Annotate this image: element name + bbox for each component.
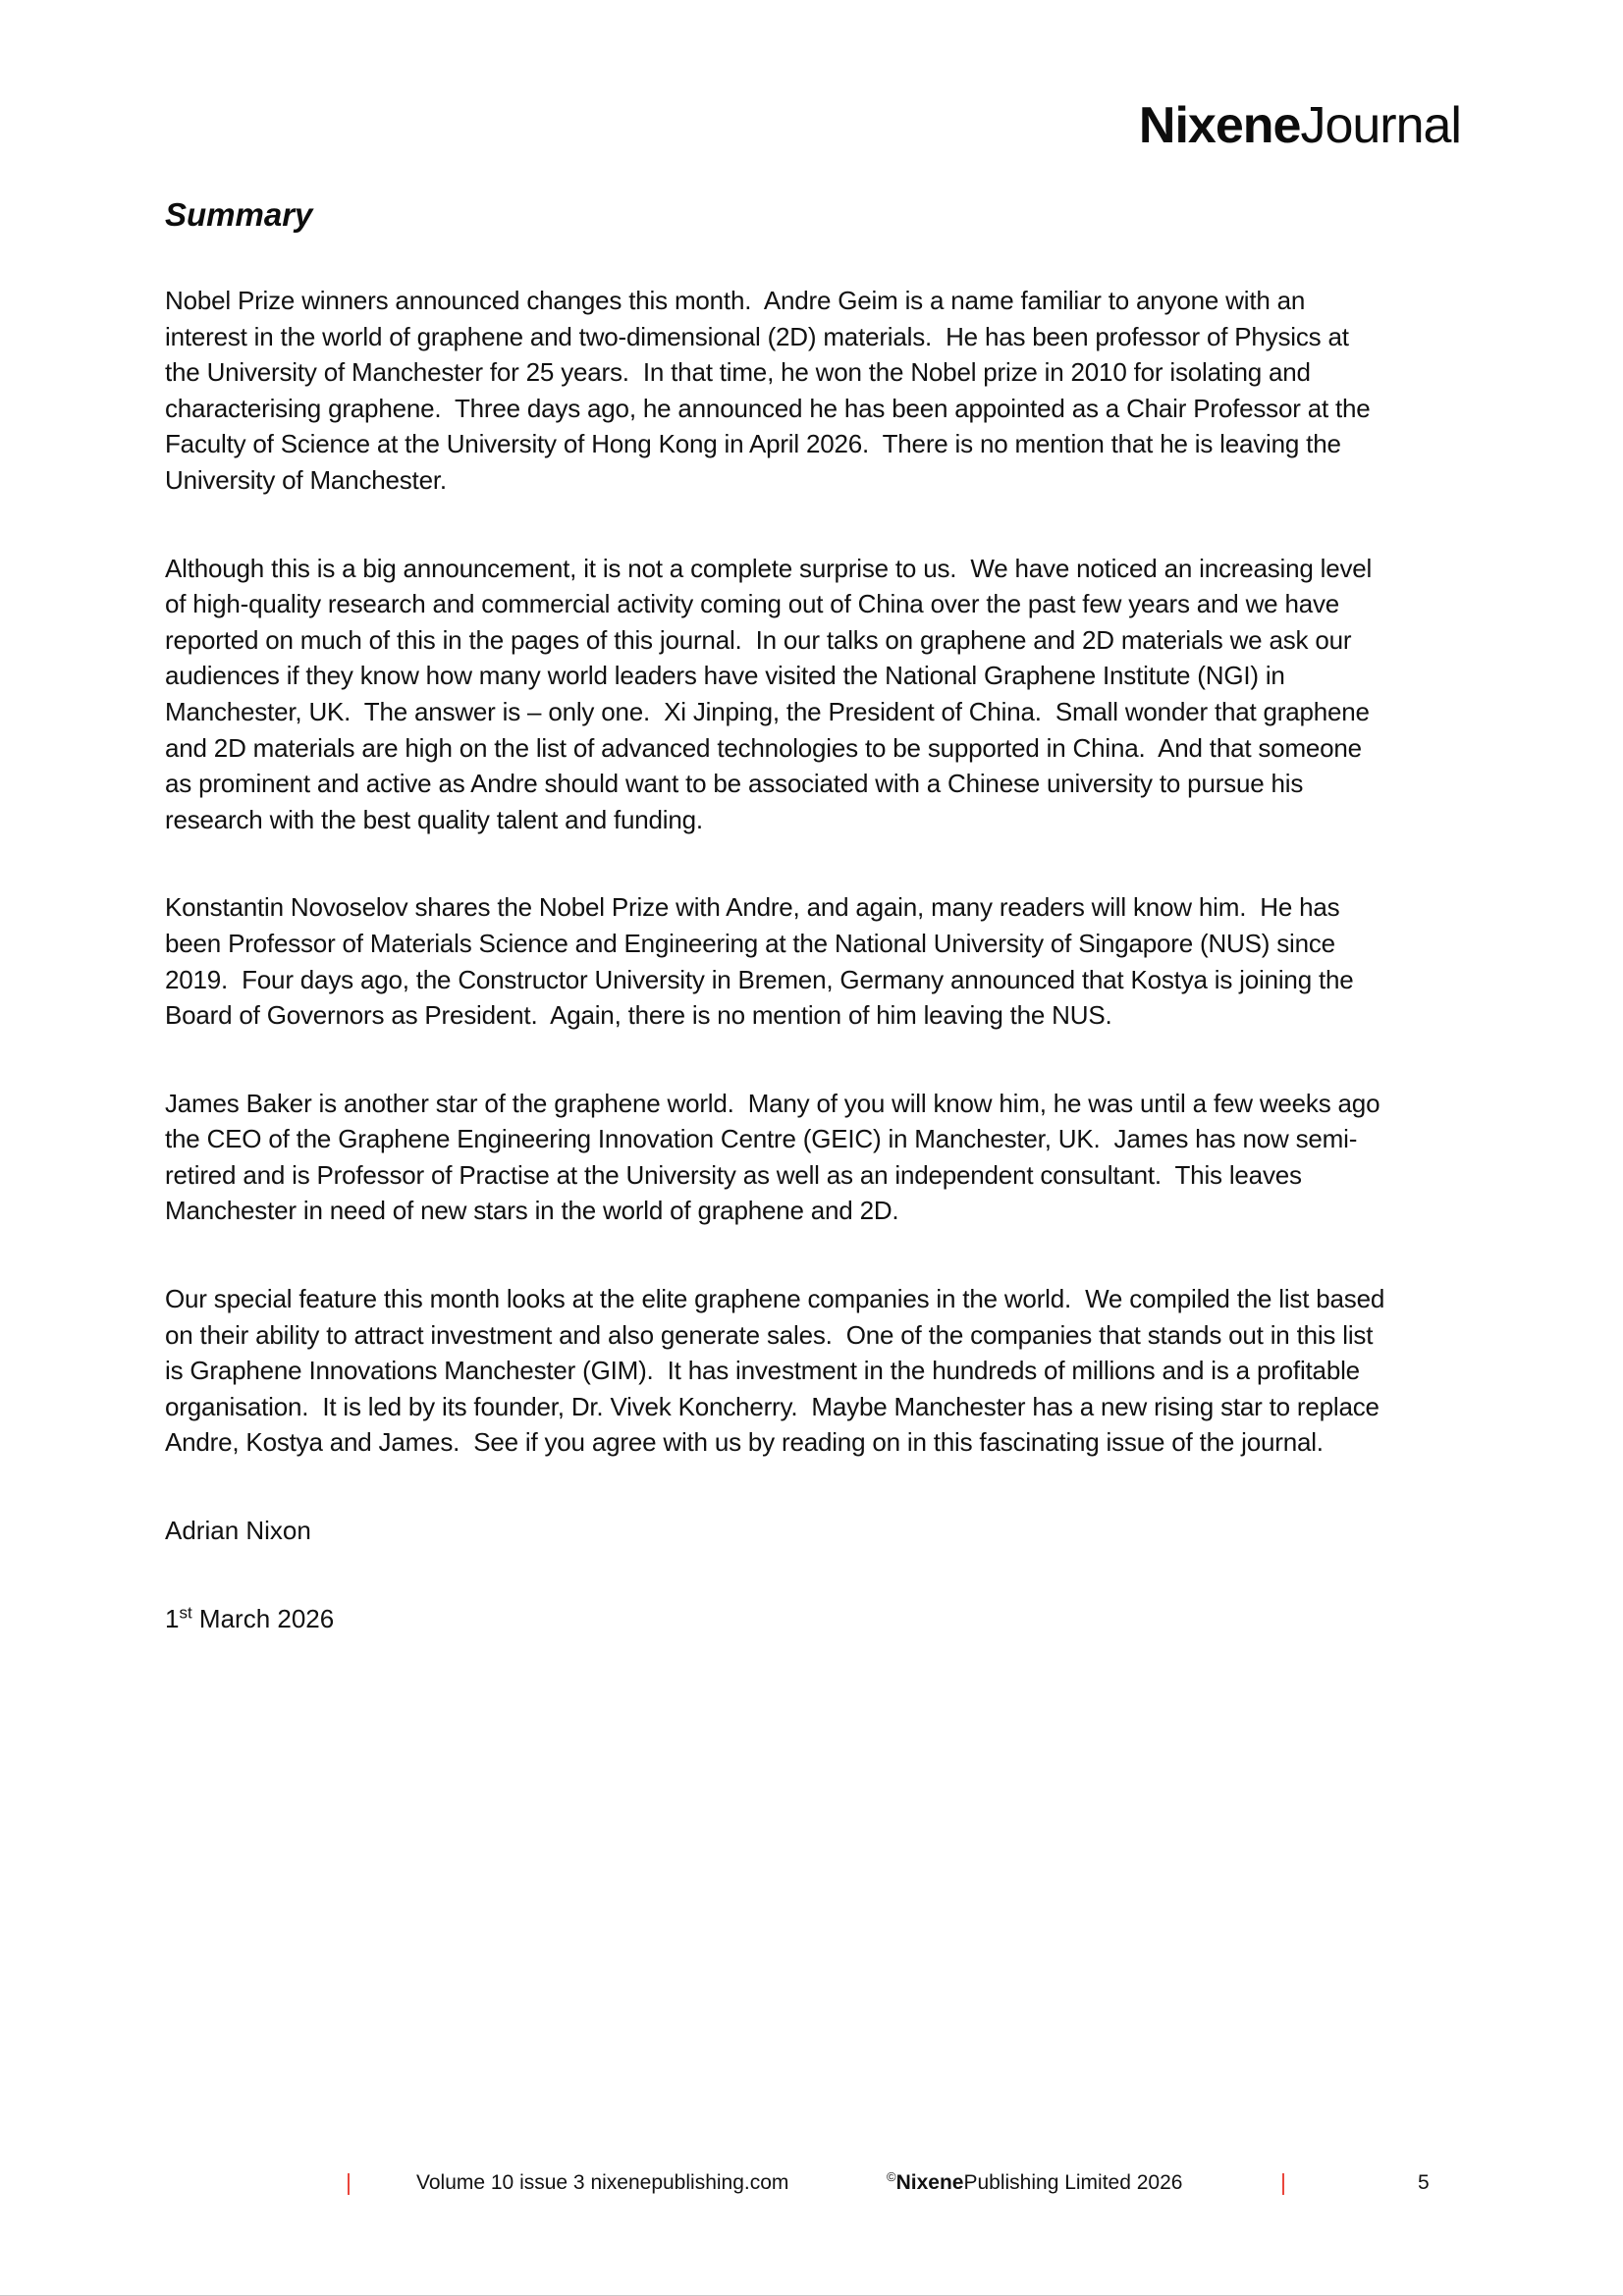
publication-date <box>165 1601 1388 1637</box>
paragraph-nobel-announcement: Nobel Prize winners announced changes this month. Andre Geim is a name familiar to anyone with an interest in the world of graphene and two-dimensional (2D) materials. He has been professor of Physics at the University of Manchester for 25 years. In that time, he won the Nobel prize in 2010 for isolating and characterising graphene. Three days ago, he announced he has been appointed as a Chair Professor at the Faculty of Science at the University of Hong Kong in April 2026. There is no mention that he is leaving the University of Manchester. <box>165 286 1378 495</box>
footer-volume-info: Volume 10 issue 3 nixenepublishing.com <box>416 2171 789 2194</box>
footer-separator-left: | <box>346 2169 352 2195</box>
paragraph-novoselov: Konstantin Novoselov shares the Nobel Prize with Andre, and again, many readers will know him. He has been Professor of Materials Science and Engineering at the National University of Singapore (NUS) since 2019. Four days ago, the Constructor University in Bremen, Germany announced that Kostya is joining the Board of Governors as President. Again, there is no mention of him leaving the NUS. <box>165 892 1361 1031</box>
page-title: Summary <box>165 196 313 233</box>
page-number: 5 <box>1418 2171 1430 2194</box>
page-footer <box>0 2167 1623 2207</box>
copyright-brand: Nixene <box>895 2171 964 2194</box>
journal-logo <box>1139 96 1461 155</box>
footer-copyright <box>887 2171 1182 2195</box>
paragraph-james-baker: James Baker is another star of the graphene world. Many of you will know him, he was until a few weeks ago the CEO of the Graphene Engineering Innovation Centre (GEIC) in Manchester, UK. James has now semi-retired and is Professor of Practise at the University as well as an independent consultant. This leaves Manchester in need of new stars in the world of graphene and 2D. <box>165 1088 1387 1226</box>
paragraph-china-activity: Although this is a big announcement, it is not a complete surprise to us. We have noticed an increasing level of high-quality research and commercial activity coming out of China over the past few years and we have reported on much of this in the pages of this journal. In our talks on graphene and 2D materials we ask our audiences if they know how many world leaders have visited the National Graphene Institute (NGI) in Manchester, UK. The answer is – only one. Xi Jinping, the President of China. Small wonder that graphene and 2D materials are high on the list of advanced technologies to be supported in China. And that someone as prominent and active as Andre should want to be associated with a Chinese university to pursue his research with the best quality talent and funding. <box>165 553 1380 834</box>
paragraph-special-feature: Our special feature this month looks at the elite graphene companies in the world. We compiled the list based on their ability to attract investment and also generate sales. One of the companies that stands out in this list is Graphene Innovations Manchester (GIM). It has investment in the hundreds of millions and is a profitable organisation. It is led by its founder, Dr. Vivek Koncherry. Maybe Manchester has a new rising star to replace Andre, Kostya and James. See if you agree with us by reading on in this fascinating issue of the journal. <box>165 1284 1392 1458</box>
footer-separator-right: | <box>1280 2169 1286 2195</box>
date-ordinal: st <box>179 1602 192 1622</box>
document-body <box>165 196 1392 1688</box>
date-rest: March 2026 <box>191 1603 335 1633</box>
logo-brand-text: Nixene <box>1138 97 1301 154</box>
author-signature: Adrian Nixon <box>165 1516 311 1546</box>
copyright-symbol: © <box>887 2169 896 2184</box>
copyright-rest: Publishing Limited 2026 <box>963 2171 1183 2194</box>
date-day: 1 <box>165 1603 180 1633</box>
logo-journal-text: Journal <box>1300 97 1461 154</box>
